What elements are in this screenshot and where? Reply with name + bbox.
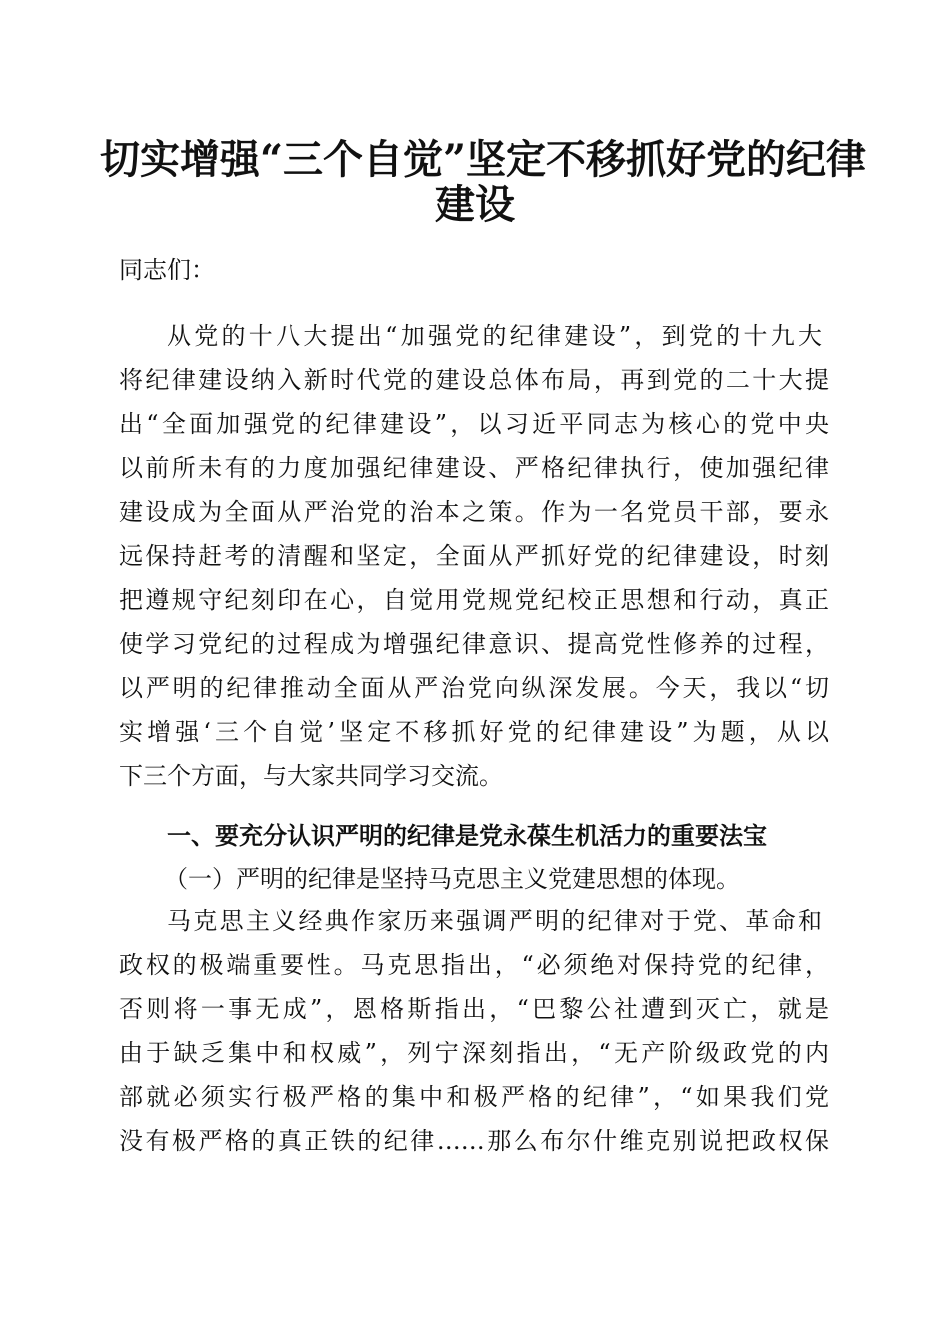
paragraph-2-line-1: 马克思主义经典作家历来强调严明的纪律对于党、革命和 [167, 907, 822, 935]
paragraph-1-line-3: 出“全面加强党的纪律建设”，以习近平同志为核心的党中央 [119, 410, 829, 438]
section-heading-1: 一、要充分认识严明的纪律是党永葆生机活力的重要法宝 [167, 822, 767, 850]
paragraph-1-line-1: 从党的十八大提出“加强党的纪律建设”，到党的十九大 [167, 322, 822, 350]
paragraph-1-line-8: 使学习党纪的过程成为增强纪律意识、提高党性修养的过程， [119, 630, 829, 658]
paragraph-1-line-10: 实增强‘三个自觉’坚定不移抓好党的纪律建设”为题，从以 [119, 718, 829, 746]
paragraph-2-line-4: 由于缺乏集中和权威”，列宁深刻指出，“无产阶级政党的内 [119, 1039, 829, 1067]
paragraph-1-line-11: 下三个方面，与大家共同学习交流。 [119, 762, 503, 790]
paragraph-1-line-9: 以严明的纪律推动全面从严治党向纵深发展。今天，我以“切 [119, 674, 829, 702]
paragraph-2-line-2: 政权的极端重要性。马克思指出，“必须绝对保持党的纪律， [119, 951, 829, 979]
salutation: 同志们： [119, 256, 215, 284]
paragraph-1-line-4: 以前所未有的力度加强纪律建设、严格纪律执行，使加强纪律 [119, 454, 829, 482]
paragraph-2-line-3: 否则将一事无成”，恩格斯指出，“巴黎公社遭到灭亡，就是 [119, 995, 829, 1023]
paragraph-1-line-6: 远保持赶考的清醒和坚定，全面从严抓好党的纪律建设，时刻 [119, 542, 829, 570]
paragraph-1-line-7: 把遵规守纪刻印在心，自觉用党规党纪校正思想和行动，真正 [119, 586, 829, 614]
paragraph-1-line-2: 将纪律建设纳入新时代党的建设总体布局，再到党的二十大提 [119, 366, 829, 394]
document-title-line-2: 建设 [435, 181, 515, 228]
paragraph-2-line-6: 没有极严格的真正铁的纪律……那么布尔什维克别说把政权保 [119, 1127, 829, 1155]
paragraph-2-line-5: 部就必须实行极严格的集中和极严格的纪律”，“如果我们党 [119, 1083, 829, 1111]
document-title-line-1: 切实增强“三个自觉”坚定不移抓好党的纪律 [100, 136, 867, 183]
paragraph-1-line-5: 建设成为全面从严治党的治本之策。作为一名党员干部，要永 [119, 498, 829, 526]
subsection-heading-1: （一）严明的纪律是坚持马克思主义党建思想的体现。 [164, 865, 740, 893]
